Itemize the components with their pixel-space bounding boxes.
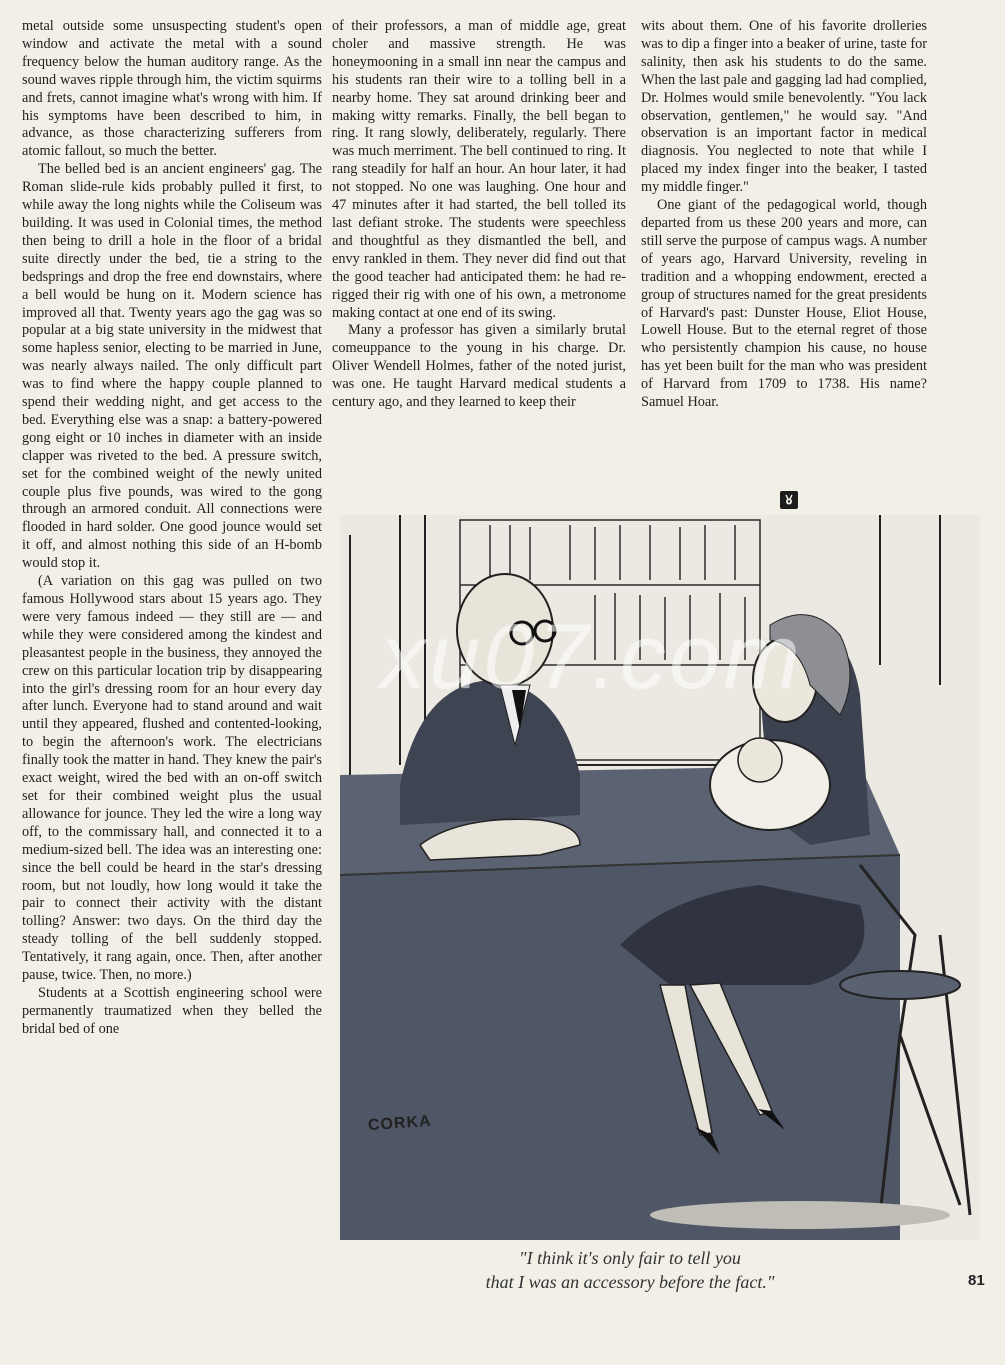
rabbit-logo-icon: [780, 491, 798, 509]
paragraph: Many a professor has given a similarly brutal comeuppance to the young in his charge. Dr. Oliver Wendell Holmes, father of the noted jurist, was one. He taught Harvard medical students a century ago, and they learned to keep their: [332, 322, 626, 411]
paragraph: One giant of the pedagogical world, though departed from us these 200 years and more, can still serve the purpose of campus wags. A number of years ago, Harvard University, reveling in tradition and a whopping endowment, erected a group of structures named for the great presidents of Harvard's past: Dunster House, Eliot House, Lowell House. But to the eternal regret of those who persistently champion his cause, no house has yet been built for the man who was president of Harvard from 1709 to 1738. His name? Samuel Hoar.: [641, 197, 927, 411]
paragraph: The belled bed is an ancient engineers' gag. The Roman slide-rule kids probably pulled it first, to while away the long nights while the Coliseum was building. It was used in Colonial times, the method then being to drill a hole in the floor of a bridal suite directly under the bed, tie a string to the bedsprings and drop the free end downstairs, where a bell would be hung on it. Modern science has improved all that. Twenty years ago the gag was so popular at a big state university in the midwest that some hapless senior, electing to be married in June, was nearly always nailed. The only difficult part was to find where the happy couple planned to spend their wedding night, and get access to the bed. Everything else was a snap: a battery-powered gong eight or 10 inches in diameter with an inside clapper was riveted to the bed. A pressure switch, set for the combined weight of the newly united couple plus five pounds, was wired to the gong through an armored conduit. All connections were flooded in hard solder. One good jounce would set it off, and almost nothing this side of an H-bomb would stop it.: [22, 161, 322, 572]
cartoon-illustration: [340, 515, 980, 1240]
article-column-2: [332, 18, 626, 412]
paragraph: wits about them. One of his favorite drolleries was to dip a finger into a beaker of urine, taste for salinity, then ask his students to do the same. When the last pale and gagging lad had complied, Dr. Holmes would smile benevolently. "You lack observation, gentlemen," he would say. "And observation is an important factor in medical diagnosis. You neglected to note that while I placed my index finger into the beaker, I tasted my middle finger.": [641, 18, 927, 196]
watermark: xu07.com: [380, 606, 803, 708]
artist-signature: CORKA: [367, 1112, 433, 1135]
page-number: 81: [968, 1272, 985, 1289]
article-column-1: [22, 18, 322, 1039]
article-column-3: [641, 18, 927, 412]
paragraph: Students at a Scottish engineering school were permanently traumatized when they belled the bridal bed of one: [22, 984, 322, 1037]
caption-line-1: "I think it's only fair to tell you: [519, 1248, 741, 1268]
cartoon-drawing: [340, 515, 980, 1240]
paragraph: of their professors, a man of middle age, great choler and massive strength. He was honeymooning in a small inn near the campus and his students ran their wire to a tolling bell in a nearby home. They sat around drinking beer and making witty remarks. Finally, the bell began to ring. It rang slowly, deliberately, regularly. There was much merriment. The bell continued to ring. It rang steadily for half an hour. An hour later, it had not stopped. No one was laughing. One hour and 47 minutes after it had started, the bell tolled its last defiant stroke. The students were speechless and thoughtful as they dismantled the bell, and envy rankled in them. They never did find out that the good teacher had anticipated them: he had re-rigged their rig with one of his own, a metronome making contact at one end of its swing.: [332, 18, 626, 321]
paragraph: (A variation on this gag was pulled on two famous Hollywood stars about 15 years ago. They were very famous indeed — they still are — and while they were considered among the kindest and pleasantest people in the business, they annoyed the crew on this particular location trip by disappearing into the girl's dressing room for an hour every day after lunch. Everyone had to stand around and wait until they appeared, flushed and contented-looking, to begin the afternoon's work. The electricians finally took the matter in hand. They knew the pair's exact weight, wired the bed with an on-off switch set for their combined weight plus the usual allowance for jounce. They led the wire a long way off, to the commissary hall, and connected it to a medium-sized bell. The idea was an interesting one: since the bell could be heard in the star's dressing room, but not loudly, how long would it take the pair to connect their activity with the distant tolling? Answer: two days. On the third day the steady tolling of the bell suddenly stopped. Tentatively, it rang again, once. Then, after another pause, twice. Then, no more.): [22, 573, 322, 984]
caption-line-2: that I was an accessory before the fact.": [485, 1272, 775, 1292]
cartoon-caption: [360, 1246, 900, 1294]
paragraph: metal outside some unsuspecting student's open window and activate the metal with a sound frequency below the human auditory range. As the sound waves ripple through him, the victim squirms and frets, cannot imagine what's wrong with him. If his symptoms have been described to him, in advance, as those characterizing sufferers from atomic fallout, so much the better.: [22, 18, 322, 160]
